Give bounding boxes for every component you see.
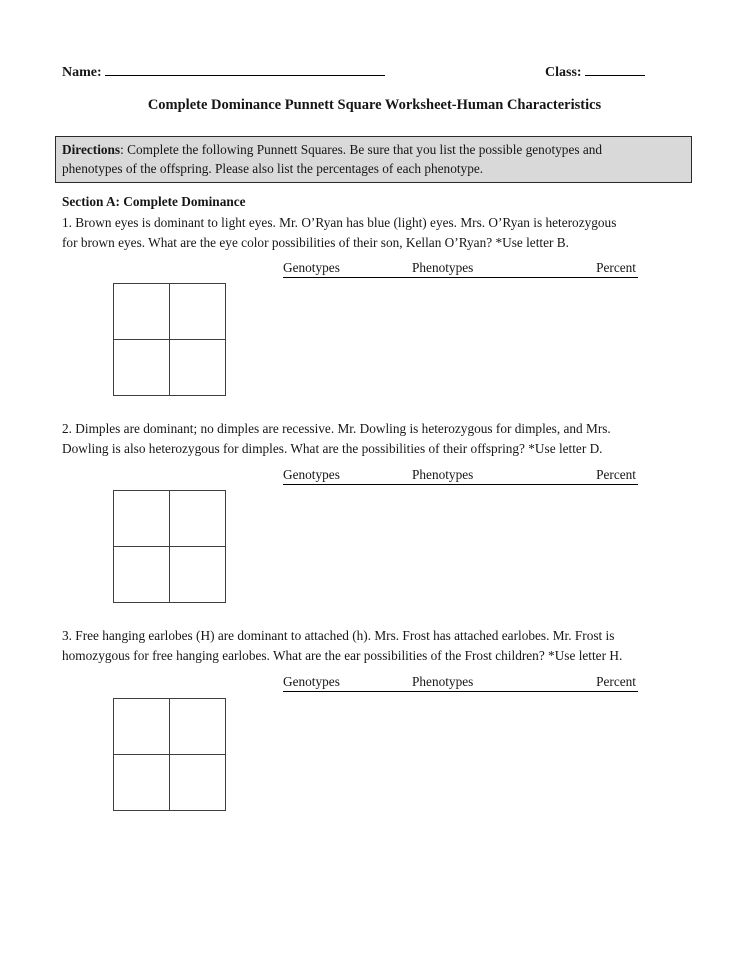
- name-blank-line[interactable]: [105, 62, 385, 76]
- punnett-cell[interactable]: [170, 340, 226, 396]
- page-title: Complete Dominance Punnett Square Worksheet-Human Characteristics: [147, 97, 602, 113]
- class-row: [545, 62, 645, 81]
- percent-header: Percent: [596, 260, 636, 275]
- genotypes-header: Genotypes: [283, 260, 340, 275]
- punnett-cell[interactable]: [114, 547, 170, 603]
- directions-line-2: phenotypes of the offspring. Please also list the percentages of each phenotype.: [62, 161, 484, 176]
- punnett-square-1: [113, 283, 226, 396]
- directions-label: Directions: [62, 142, 121, 157]
- class-blank-line[interactable]: [585, 62, 645, 76]
- answer-header-row-3: [283, 674, 638, 692]
- punnett-cell[interactable]: [114, 284, 170, 340]
- punnett-cell[interactable]: [114, 699, 170, 755]
- punnett-cell[interactable]: [114, 340, 170, 396]
- phenotypes-header: Phenotypes: [412, 260, 474, 275]
- question-1-text: 1. Brown eyes is dominant to light eyes. Mr. O’Ryan has blue (light) eyes. Mrs. O’Ryan is heterozygous for brown eyes. What are the eye color possibilities of their son, Kellan O’Ryan? *Use letter B.: [62, 215, 617, 250]
- name-row: [62, 62, 385, 81]
- section-a-heading: Section A: Complete Dominance: [62, 194, 246, 209]
- punnett-cell[interactable]: [170, 284, 226, 340]
- punnett-cell[interactable]: [170, 547, 226, 603]
- percent-header: Percent: [596, 674, 636, 689]
- class-label: Class:: [545, 65, 582, 80]
- name-label: Name:: [62, 65, 102, 80]
- punnett-cell[interactable]: [170, 755, 226, 811]
- question-2-text: 2. Dimples are dominant; no dimples are recessive. Mr. Dowling is heterozygous for dimples, and Mrs. Dowling is also heterozygous for dimples. What are the possibilities of their offspring? *Use letter D.: [62, 421, 611, 456]
- percent-header: Percent: [596, 467, 636, 482]
- punnett-cell[interactable]: [170, 491, 226, 547]
- punnett-square-3: [113, 698, 226, 811]
- phenotypes-header: Phenotypes: [412, 674, 474, 689]
- question-3-text: 3. Free hanging earlobes (H) are dominant to attached (h). Mrs. Frost has attached earlobes. Mr. Frost is homozygous for free hanging earlobes. What are the ear possibilities of the Frost children? *Use letter H.: [62, 628, 623, 663]
- answer-header-row-2: [283, 467, 638, 485]
- answer-header-row-1: [283, 260, 638, 278]
- phenotypes-header: Phenotypes: [412, 467, 474, 482]
- punnett-cell[interactable]: [114, 491, 170, 547]
- punnett-cell[interactable]: [114, 755, 170, 811]
- punnett-cell[interactable]: [170, 699, 226, 755]
- genotypes-header: Genotypes: [283, 674, 340, 689]
- directions-box: [55, 136, 692, 183]
- punnett-square-2: [113, 490, 226, 603]
- genotypes-header: Genotypes: [283, 467, 340, 482]
- directions-line-1: Directions: Complete the following Punnett Squares. Be sure that you list the possible genotypes and: [62, 142, 603, 157]
